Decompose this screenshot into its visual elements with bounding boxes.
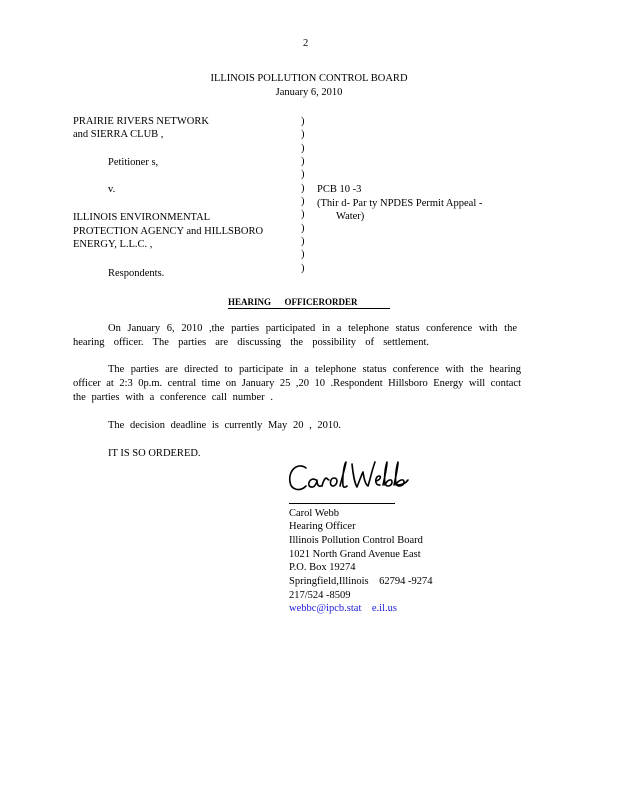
petitioner-name-line1: PRAIRIE RIVERS NETWORK: [73, 116, 209, 127]
signature-line: [289, 503, 395, 504]
caption-paren: ): [301, 156, 305, 168]
signer-title: Hearing Officer: [289, 521, 356, 532]
caption-paren: ): [301, 116, 305, 127]
phone-number: 217/524 -8509: [289, 590, 351, 601]
board-name: ILLINOIS POLLUTION CONTROL BOARD: [210, 73, 408, 84]
handwritten-signature: [284, 456, 414, 504]
address-line1: 1021 North Grand Avenue East: [289, 549, 421, 560]
caption-paren: ): [301, 209, 305, 221]
caption-paren: ): [301, 262, 305, 274]
petitioners-label: Petitioner s,: [108, 157, 159, 168]
signer-organization: Illinois Pollution Control Board: [289, 535, 423, 546]
paragraph-3: The decision deadline is currently May 20 , 2010.: [108, 420, 341, 431]
paragraph-2-line3: the parties with a conference call number .: [73, 392, 273, 403]
address-city: Springfield,Illinois 62794 -9274: [289, 576, 433, 587]
caption-paren: ): [301, 142, 305, 154]
order-date: January 6, 2010: [275, 87, 343, 98]
page-number: 2: [303, 38, 309, 49]
caption-parenthesis-column: [301, 115, 305, 275]
caption-paren: ): [301, 129, 305, 141]
caption-paren: ): [301, 249, 305, 261]
paragraph-2-line2: officer at 2:3 0p.m. central time on January 25 ,20 10 .Respondent Hillsboro Energy will contact: [73, 378, 521, 389]
caption-paren: ): [301, 236, 305, 248]
caption-paren: ): [301, 222, 305, 234]
case-type-line2: Water): [336, 211, 365, 222]
respondent-name-line2: PROTECTION AGENCY and HILLSBORO: [73, 226, 264, 237]
respondents-label: Respondents.: [108, 268, 165, 279]
so-ordered: IT IS SO ORDERED.: [108, 448, 201, 459]
case-type-line1: (Thir d- Par ty NPDES Permit Appeal -: [317, 198, 483, 209]
caption-paren: ): [301, 169, 305, 181]
respondent-name-line3: ENERGY, L.L.C. ,: [73, 239, 153, 250]
respondent-name-line1: ILLINOIS ENVIRONMENTAL: [73, 212, 211, 223]
case-number: PCB 10 -3: [317, 184, 362, 195]
paragraph-1-line1: On January 6, 2010 ,the parties participated in a telephone status conference with the: [108, 323, 517, 334]
signer-name: Carol Webb: [289, 508, 339, 519]
address-line2: P.O. Box 19274: [289, 562, 356, 573]
versus: v.: [108, 184, 116, 195]
paragraph-2-line1: The parties are directed to participate in a telephone status conference with the hearing: [108, 364, 521, 375]
paragraph-1-line2: hearing officer. The parties are discussing the possibility of settlement.: [73, 337, 429, 348]
petitioner-name-line2: and SIERRA CLUB ,: [73, 129, 164, 140]
email-link[interactable]: webbc@ipcb.stat e.il.us: [289, 603, 397, 614]
caption-paren: ): [301, 182, 305, 194]
caption-paren: ): [301, 196, 305, 208]
order-title: HEARING OFFICERORDER: [228, 296, 390, 309]
